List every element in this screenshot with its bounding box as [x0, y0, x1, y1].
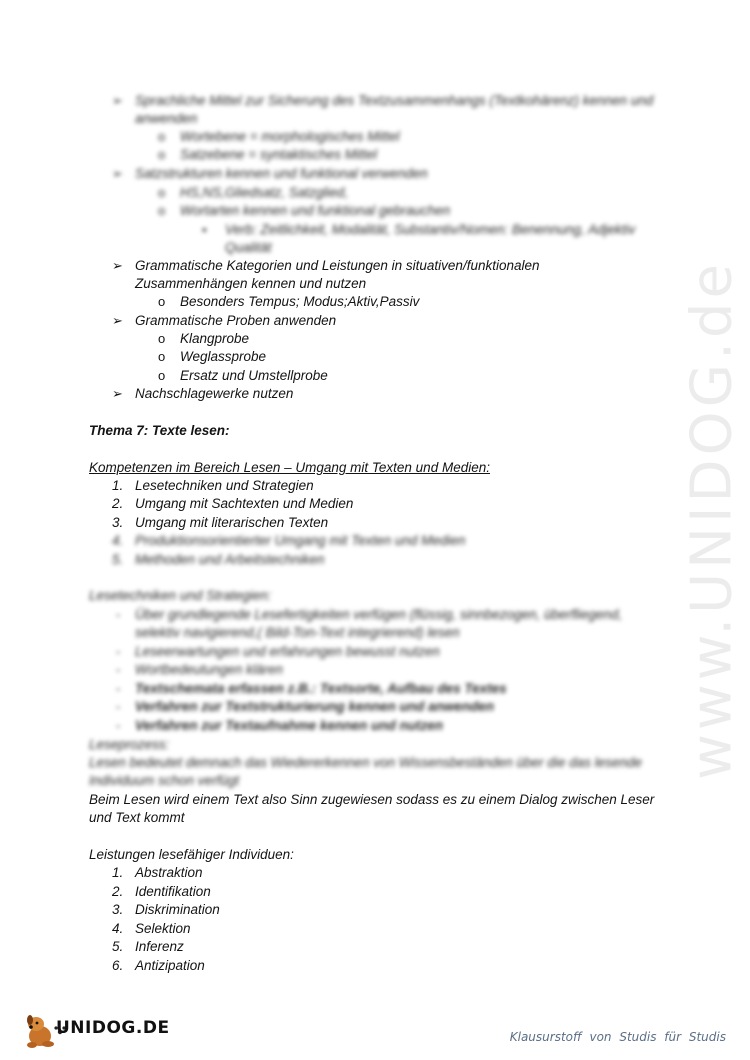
list-item: Nachschlagewerke nutzen [135, 386, 294, 401]
subsection-heading: Leistungen lesefähiger Individuen: [89, 847, 294, 862]
arrow-bullet-icon: ➢ [112, 313, 123, 328]
list-number: 1. [112, 865, 124, 880]
circle-bullet-icon: o [158, 331, 166, 346]
list-item: Qualität [225, 240, 272, 255]
circle-bullet-icon: o [158, 294, 166, 309]
list-marker: o [158, 129, 166, 144]
list-item: Diskrimination [135, 902, 220, 917]
list-item: Ersatz und Umstellprobe [180, 368, 328, 383]
list-number: 2. [112, 496, 124, 511]
list-marker: o [158, 203, 166, 218]
list-item: Wortbedeutungen klären [135, 662, 283, 677]
arrow-bullet-icon: ➢ [112, 386, 123, 401]
footer-tagline: Klausurstoff von Studis für Studis [509, 1030, 726, 1044]
list-item: Selektion [135, 921, 191, 936]
list-number: 6. [112, 958, 124, 973]
list-item: Satzebene = syntaktisches Mittel [180, 147, 377, 162]
dash-bullet-icon: - [116, 718, 121, 733]
subsection-heading: Leseprozess: [89, 737, 170, 752]
list-number: 1. [112, 478, 124, 493]
list-item: Grammatische Kategorien und Leistungen in situativen/funktionalen [135, 258, 540, 273]
list-item: Produktionsorientierter Umgang mit Texten und Medien [135, 533, 466, 548]
paragraph-line: Individuum schon verfügt [89, 773, 240, 788]
paragraph-line: Beim Lesen wird einem Text also Sinn zugewiesen sodass es zu einem Dialog zwischen Leser [89, 792, 655, 807]
list-item: Klangprobe [180, 331, 250, 346]
list-item: Lesetechniken und Strategien [135, 478, 314, 493]
paragraph-line: Lesen bedeutet demnach das Wiedererkennen von Wissensbeständen über die das lesende [89, 755, 642, 770]
list-item: Textschemata erfassen z.B.: Textsorte, Aufbau des Textes [135, 681, 507, 696]
list-item: Abstraktion [135, 865, 203, 880]
list-number: 5. [112, 552, 124, 567]
section-heading: Thema 7: Texte lesen: [89, 423, 230, 438]
list-item: Zusammenhängen kennen und nutzen [135, 276, 367, 291]
list-number: 4. [112, 533, 124, 548]
list-item: Grammatische Proben anwenden [135, 313, 337, 328]
dash-bullet-icon: - [116, 699, 121, 714]
list-item: Über grundlegende Lesefertigkeiten verfügen (flüssig, sinnbezogen, überfliegend, [135, 607, 623, 622]
list-item: Satzstrukturen kennen und funktional verwenden [135, 166, 428, 181]
list-item: Verb: Zeitlichkeit, Modalität, Substantiv/Nomen: Benennung, Adjektiv [225, 222, 636, 237]
list-item: Umgang mit Sachtexten und Medien [135, 496, 354, 511]
paragraph-line: und Text kommt [89, 810, 185, 825]
subsection-heading: Lesetechniken und Strategien: [89, 588, 272, 603]
list-item: Antizipation [135, 958, 205, 973]
dash-bullet-icon: - [116, 644, 121, 659]
list-number: 5. [112, 939, 124, 954]
list-item: Verfahren zur Textaufnahme kennen und nutzen [135, 718, 444, 733]
arrow-bullet-icon: ➢ [112, 258, 123, 273]
watermark: www.UNIDOG.de [679, 260, 745, 780]
list-item: selektiv navigierend,( Bild-Ton-Text integrierend) lesen [135, 625, 460, 640]
list-marker: o [158, 147, 166, 162]
list-item: Wortebene = morphologisches Mittel [180, 129, 400, 144]
list-item: Weglassprobe [180, 349, 267, 364]
list-item: anwenden [135, 111, 198, 126]
dash-bullet-icon: - [116, 681, 121, 696]
list-marker: ➢ [112, 166, 123, 181]
list-marker: o [158, 185, 166, 200]
list-marker: ➢ [112, 93, 123, 108]
logo-text: UNIDOG.DE [56, 1018, 170, 1038]
list-item: Besonders Tempus; Modus;Aktiv,Passiv [180, 294, 420, 309]
list-item: Methoden und Arbeitstechniken [135, 552, 325, 567]
circle-bullet-icon: o [158, 368, 166, 383]
list-number: 4. [112, 921, 124, 936]
dash-bullet-icon: - [116, 607, 121, 622]
list-item: Leseerwartungen und erfahrungen bewusst nutzen [135, 644, 440, 659]
circle-bullet-icon: o [158, 349, 166, 364]
list-number: 3. [112, 515, 124, 530]
list-item: Wortarten kennen und funktional gebrauchen [180, 203, 451, 218]
list-item: Sprachliche Mittel zur Sicherung des Textzusammenhangs (Textkohärenz) kennen und [135, 93, 654, 108]
subsection-heading: Kompetenzen im Bereich Lesen – Umgang mit Texten und Medien: [89, 460, 490, 475]
list-item: Umgang mit literarischen Texten [135, 515, 329, 530]
dash-bullet-icon: - [116, 662, 121, 677]
list-item: Identifikation [135, 884, 211, 899]
list-marker: ▪ [202, 222, 207, 237]
list-item: HS,NS,Gliedsatz, Satzglied, [180, 185, 349, 200]
list-item: Verfahren zur Textstrukturierung kennen und anwenden [135, 699, 495, 714]
list-number: 3. [112, 902, 124, 917]
list-item: Inferenz [135, 939, 184, 954]
list-number: 2. [112, 884, 124, 899]
